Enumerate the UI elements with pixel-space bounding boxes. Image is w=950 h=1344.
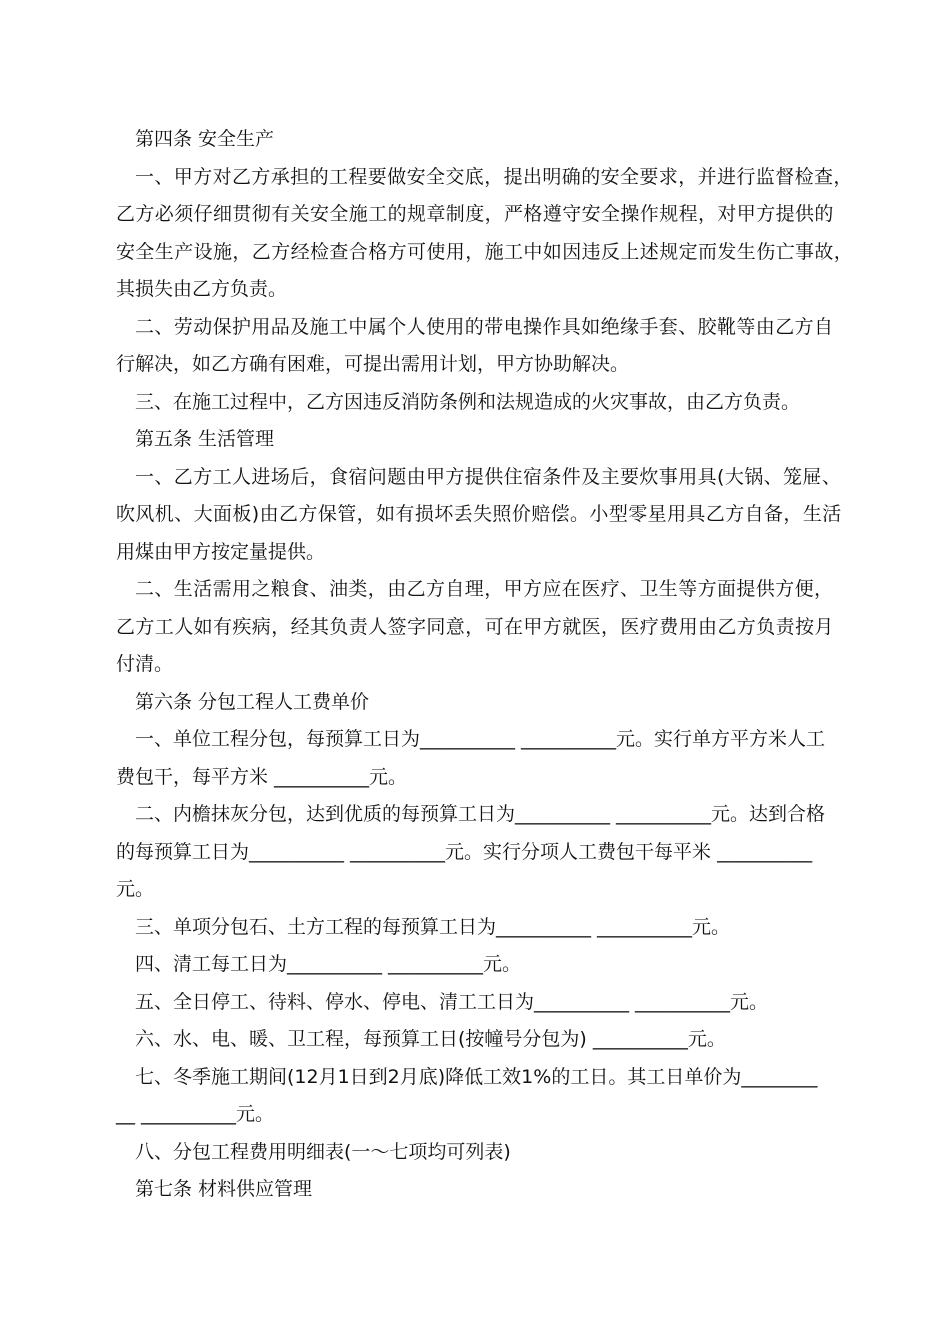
paragraph-line: 二、内檐抹灰分包，达到优质的每预算工日为__________ __________元。达到合格 — [135, 803, 826, 825]
paragraph-line: 一、乙方工人进场后，食宿问题由甲方提供住宿条件及主要炊事用具(大锅、笼屉、 — [135, 465, 842, 488]
paragraph-line: 其损失由乙方负责。 — [116, 278, 288, 300]
paragraph-line: 六、水、电、暖、卫工程，每预算工日(按幢号分包为) __________元。 — [135, 1028, 726, 1050]
document-body — [116, 121, 854, 1209]
paragraph-line: 乙方工人如有疾病，经其负责人签字同意，可在甲方就医，医疗费用由乙方负责按月 — [116, 615, 834, 638]
paragraph-line: 三、单项分包石、土方工程的每预算工日为__________ __________元。 — [135, 915, 731, 938]
paragraph-line: 一、甲方对乙方承担的工程要做安全交底，提出明确的安全要求，并进行监督检查， — [135, 165, 853, 188]
paragraph-line: 二、生活需用之粮食、油类，由乙方自理，甲方应在医疗、卫生等方面提供方便， — [135, 578, 834, 600]
section-heading-4: 第四条 安全生产 — [135, 128, 275, 150]
paragraph-line: 行解决，如乙方确有困难，可提出需用计划，甲方协助解决。 — [116, 353, 630, 375]
paragraph-line: 三、在施工过程中，乙方因违反消防条例和法规造成的火灾事故，由乙方负责。 — [135, 390, 801, 413]
paragraph-line: 八、分包工程费用明细表(一～七项均可列表) — [135, 1140, 511, 1163]
paragraph-line: 安全生产设施，乙方经检查合格方可使用，施工中如因违反上述规定而发生伤亡事故， — [116, 240, 854, 263]
paragraph-line: 吹风机、大面板)由乙方保管，如有损坏丢失照价赔偿。小型零星用具乙方自备，生活 — [116, 503, 842, 525]
paragraph-line: 五、全日停工、待料、停水、停电、清工工日为__________ __________元。 — [135, 990, 769, 1013]
paragraph-line: 四、清工每工日为__________ __________元。 — [135, 953, 522, 975]
paragraph-line: 乙方必须仔细贯彻有关安全施工的规章制度，严格遵守安全操作规程，对甲方提供的 — [116, 203, 834, 225]
section-heading-5: 第五条 生活管理 — [135, 428, 275, 450]
paragraph-line: 一、单位工程分包，每预算工日为__________ __________元。实行单方平方米人工 — [135, 728, 826, 750]
paragraph-line: 二、劳动保护用品及施工中属个人使用的带电操作具如绝缘手套、胶靴等由乙方自 — [135, 315, 834, 338]
paragraph-line: __ __________元。 — [116, 1103, 275, 1125]
paragraph-line: 七、冬季施工期间(12月1日到2月底)降低工效1%的工日。其工日单价为________ — [135, 1065, 818, 1088]
paragraph-line: 的每预算工日为__________ __________元。实行分项人工费包干每平米 __________ — [116, 840, 813, 863]
paragraph-line: 元。 — [116, 878, 155, 900]
paragraph-line: 用煤由甲方按定量提供。 — [116, 540, 326, 563]
paragraph-line: 费包干，每平方米 __________元。 — [116, 765, 408, 788]
section-heading-7: 第七条 材料供应管理 — [135, 1178, 313, 1200]
section-heading-6: 第六条 分包工程人工费单价 — [135, 690, 370, 713]
paragraph-line: 付清。 — [116, 653, 174, 675]
